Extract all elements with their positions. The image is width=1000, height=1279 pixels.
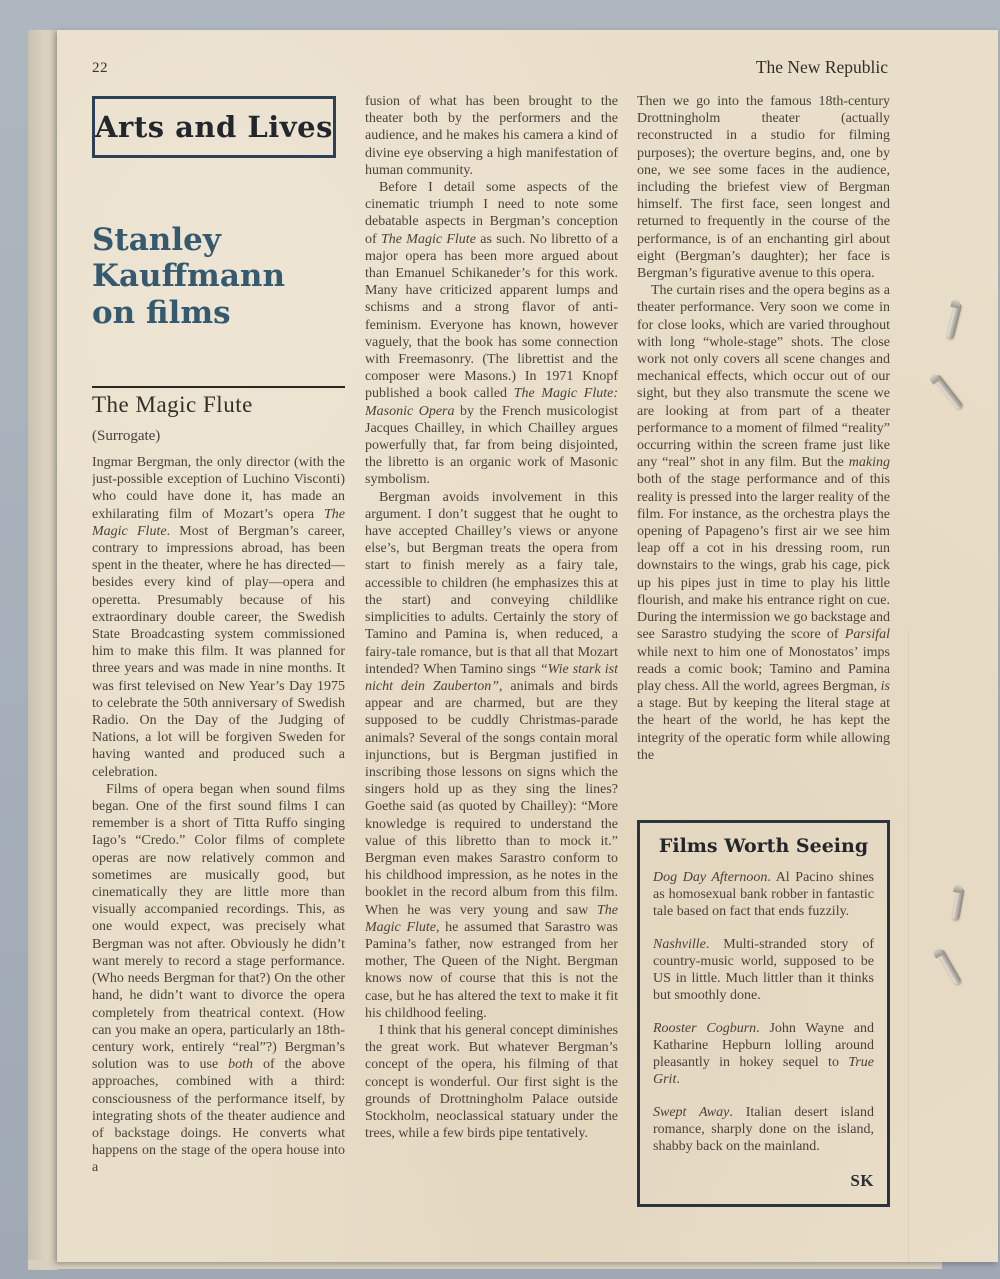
film-review-item: Nashville. Multi-stranded story of country-music world, supposed to be US in little. Much littler than it thinks but smoothly done. [653, 937, 874, 1003]
article-title: The Magic Flute [92, 392, 253, 417]
film-review-item: Dog Day Afternoon. Al Pacino shines as homosexual bank robber in fantastic tale based on fact that ends fuzzily. [653, 870, 874, 919]
film-review-item: Swept Away. Italian desert island romance, sharply done on the island, shabby back on the mainland. [653, 1105, 874, 1154]
article-subtitle: (Surrogate) [92, 428, 161, 444]
body-paragraph: I think that his general concept diminishes the great work. But whatever Bergman’s concept of the opera, his filming of that concept is wonderful. Our first sight is the grounds of Drottningholm Palace outside Stockholm, neoclassical statuary under the trees, while a few birds pipe tentatively. [365, 1022, 618, 1142]
magazine-masthead: The New Republic [755, 57, 888, 77]
text-column-1 [92, 454, 345, 1218]
page-number: 22 [92, 60, 108, 76]
body-paragraph: Ingmar Bergman, the only director (with the just-possible exception of Luchino Visconti) who could have done it, has made an exhilarating film of Mozart’s opera The Magic Flute. Most of Bergman’s career, contrary to impressions abroad, has been spent in the theater, where he has directed—besides every kind of play—opera and operetta. Presumably because of his extraordinary double career, the Swedish State Broadcasting system commissioned him to make this film. It was planned for three years and was made in nine months. It was first televised on New Year’s Day 1975 to celebrate the 50th anniversary of Swedish Radio. On the Day of the Judging of Nations, a lot will be forgiven Sweden for having wanted and produced such a celebration. [92, 455, 345, 780]
magazine-page [57, 30, 998, 1262]
reviewer-initials: SK [850, 1171, 874, 1190]
body-paragraph: Films of opera began when sound films began. One of the first sound films I can remember is a short of Titta Ruffo singing Iago’s “Credo.” Color films of complete operas are now relatively common and sometimes are musically good, but cinematically they are little more than visually accompanied recordings. This, as one would expect, was precisely what Bergman was not after. Obviously he didn’t want merely to record a stage performance. (Who needs Bergman for that?) On the other hand, he didn’t want to divorce the opera completely from theatrical context. (How can you make an opera, particularly an 18th-century work, entirely “real”?) Bergman’s solution was to use both of the above approaches, combined with a third: consciousness of the performance itself, by integrating shots of the theater audience and of backstage doings. He converts what happens on the stage of the opera house into a [92, 781, 345, 1176]
film-review-item: Rooster Cogburn. John Wayne and Katharine Hepburn lolling around pleasantly in hokey sequel to True Grit. [653, 1021, 874, 1087]
body-paragraph: Then we go into the famous 18th-century Drottningholm theater (actually reconstructed in a studio for filming purposes); the overture begins, and, one by one, we see some faces in the audience, including the briefest view of Bergman himself. The first face, seen longest and returned to frequently in the course of the performance, is of an enchanting girl about eight (Bergman’s daughter); her face is Bergman’s figurative avenue to this opera. [637, 94, 890, 282]
text-column-3 [637, 93, 890, 821]
films-worth-seeing-box [637, 820, 890, 1207]
paper-fold-line [908, 630, 909, 1262]
columnist-byline: Stanley Kauffmann on films [92, 222, 285, 331]
body-paragraph: Before I detail some aspects of the cinematic triumph I need to note some debatable aspects in Bergman’s conception of The Magic Flute as such. No libretto of a major opera has been more argued about than Emanuel Schikaneder’s for this work. Many have criticized apparent lumps and schisms and a strong flavor of anti-feminism. Everyone has known, however vaguely, that the book has some connection with Freemasonry. (The librettist and the composer were Masons.) In 1971 Knopf published a book called The Magic Flute: Masonic Opera by the French musicologist Jacques Chailley, in which Chailley argues powerfully that, far from being disjointed, the libretto is an organic work of Masonic symbolism. [365, 180, 618, 488]
body-paragraph: fusion of what has been brought to the theater both by the performers and the audience, and he makes his camera a kind of divine eye observing a high manifestation of human community. [365, 94, 618, 178]
text-column-2 [365, 93, 618, 1217]
section-header-label: Arts and Lives [95, 110, 333, 144]
section-header-box [92, 96, 336, 158]
body-paragraph: Bergman avoids involvement in this argument. I don’t suggest that he ought to have accepted Chailley’s views or anyone else’s, but Bergman treats the opera from start to finish merely as a fairy tale, accessible to children (he emphasizes this at the start) and conveying childlike simplicities to adults. Certainly the story of Tamino and Pamina is, when reduced, a fairy-tale romance, but is that all that Mozart intended? When Tamino sings “Wie stark ist nicht dein Zauberton”, animals and birds appear and are charmed, but are they supposed to be cuddly Christmas-parade animals? Several of the songs contain moral injunctions, but is Bergman justified in inscribing those lessons on signs which the singers hold up as they sing the lines? Goethe said (as quoted by Chailley): “More knowledge is required to understand the value of this libretto than to mock it.” Bergman even makes Sarastro conform to his childhood impression, as he notes in the booklet in the record album from this film. When he was very young and saw The Magic Flute, he assumed that Sarastro was Pamina’s father, now estranged from her mother, The Queen of the Night. Bergman knows now of course that this is not the case, but he has altered the text to make it fit his childhood feeling. [365, 489, 618, 1021]
body-paragraph: The curtain rises and the opera begins as a theater performance. Very soon we come in for close looks, which are varied throughout with long “whole-stage” shots. The close work not only covers all scene changes and mechanical effects, which occur out of our sight, but they also transmute the scene we are looking at from part of a theater performance to a moment of filmed “reality” occurring within the screen frame just like any “real” shot in any film. But the making both of the stage performance and of this reality is pressed into the larger reality of the film. For instance, as the orchestra plays the opening of Papageno’s first air we see him leap off a cot in his dressing room, run downstairs to the wings, grab his cage, pick up his pipes just in time to play his little flourish, and make his entrance right on cue. During the intermission we go backstage and see Sarastro studying the score of Parsifal while next to him one of Monostatos’ imps reads a comic book; Tamino and Pamina play chess. All the world, agrees Bergman, is a stage. But by keeping the literal stage at the heart of the world, he has kept the integrity of the operatic form while allowing the [637, 283, 890, 763]
article-title-rule [92, 386, 345, 388]
films-box-title: Films Worth Seeing [658, 835, 869, 857]
page-edge-left [28, 30, 58, 1270]
